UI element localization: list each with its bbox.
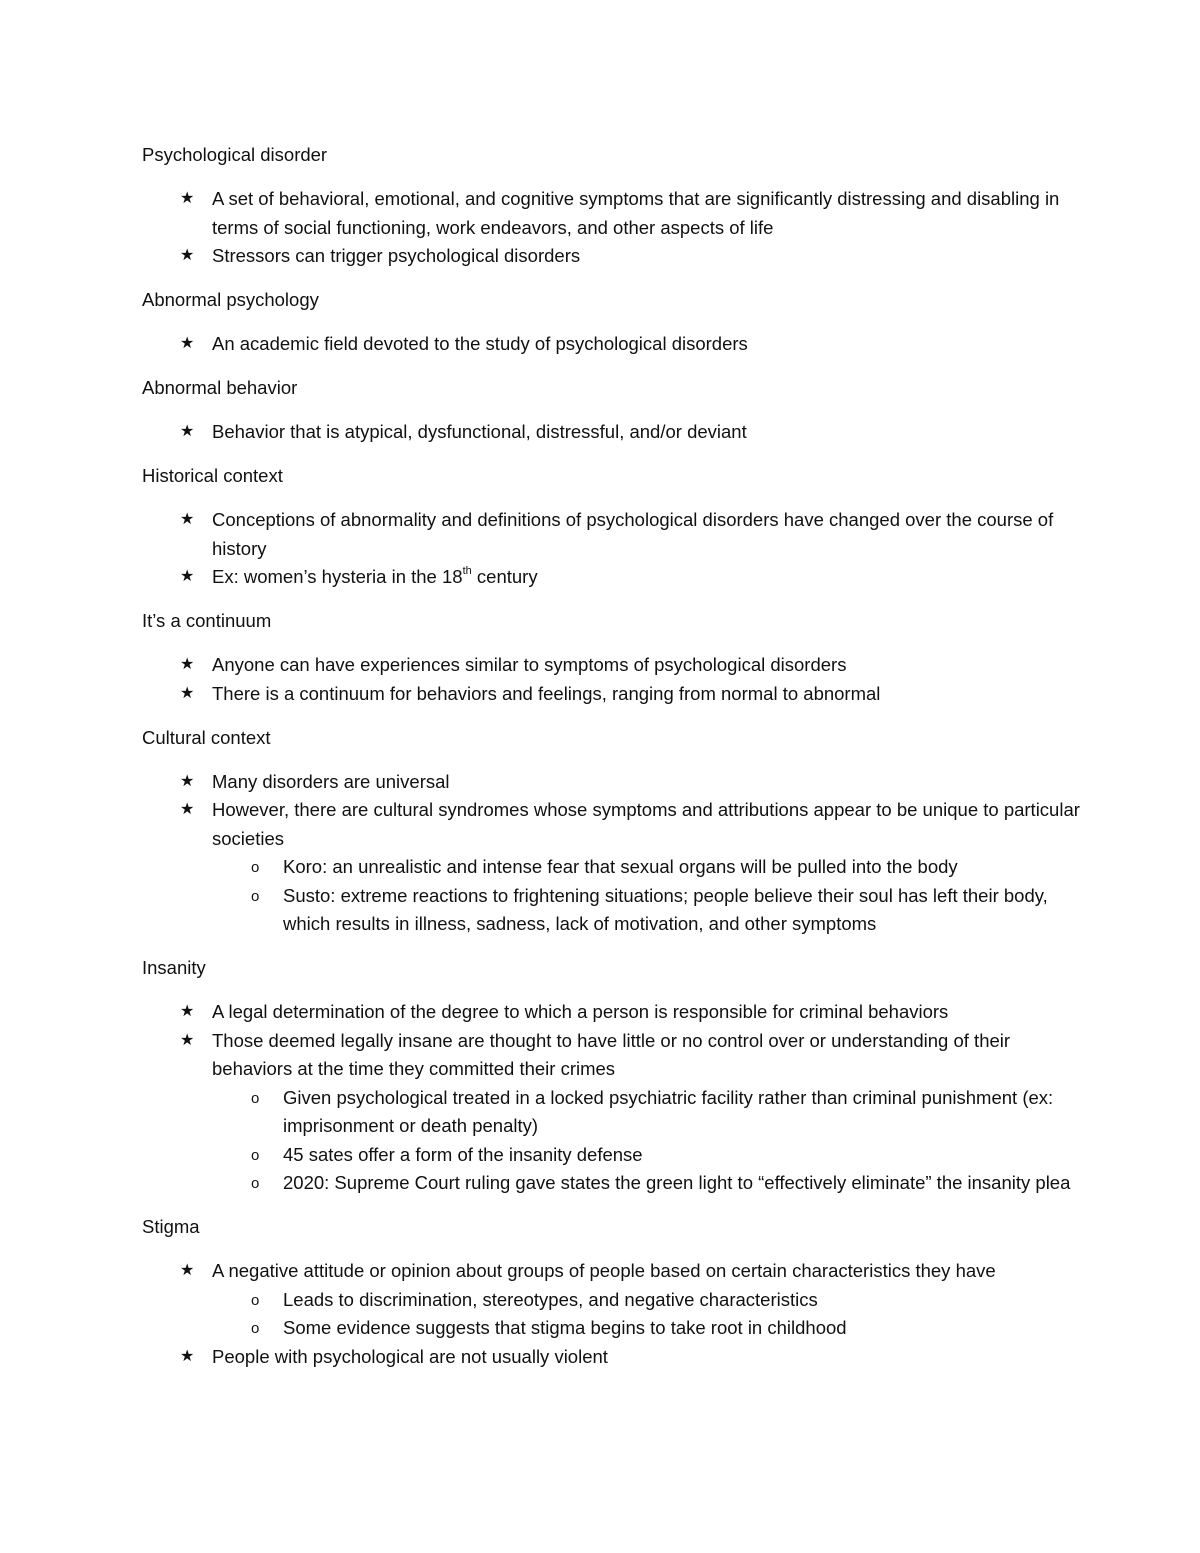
- bullet-list: [142, 1257, 1082, 1371]
- sub-bullet-item: o 2020: Supreme Court ruling gave states the green light to “effectively eliminate” the insanity plea: [142, 1169, 1082, 1198]
- star-bullet-icon: ★: [180, 423, 195, 440]
- star-bullet-icon: ★: [180, 656, 195, 673]
- sub-bullet-list: [212, 1286, 1082, 1343]
- bullet-list: [142, 768, 1082, 939]
- star-bullet-icon: ★: [180, 684, 195, 702]
- section-heading: Historical context: [142, 465, 283, 486]
- bullet-item: ★ Anyone can have experiences similar to symptoms of psychological disorders: [142, 651, 1082, 680]
- superscript-suffix: th: [462, 564, 472, 577]
- bullet-item: ★ A set of behavioral, emotional, and cognitive symptoms that are significantly distressing and disabling in terms of social functioning, work endeavors, and other aspects of life: [142, 185, 1082, 242]
- bullet-item: ★ Those deemed legally insane are thought to have little or no control over or understanding of their behaviors at the time they committed their crimes o Given psychological treated in a locked psychiatric facility rather than criminal punishment (ex: imprisonment or death penalty) o 45 sates offer a form of the insanity defense o 2020: Supreme Court ruling gave states the green light to “effectively eliminate” the insanity plea: [142, 1027, 1082, 1198]
- star-bullet-icon: ★: [180, 1003, 195, 1020]
- sub-bullet-item: o Some evidence suggests that stigma begins to take root in childhood: [142, 1314, 1082, 1343]
- bullet-item: ★ However, there are cultural syndromes whose symptoms and attributions appear to be unique to particular societies o Koro: an unrealistic and intense fear that sexual organs will be pulled into the body o Susto: extreme reactions to frightening situations; people believe their soul has left their body, which results in illness, sadness, lack of motivation, and other symptoms: [142, 796, 1082, 939]
- bullet-list: [142, 330, 1082, 359]
- star-bullet-icon: ★: [180, 801, 195, 818]
- circle-bullet-icon: o: [251, 1089, 260, 1107]
- circle-bullet-icon: o: [251, 859, 260, 876]
- section-heading: Insanity: [142, 957, 206, 978]
- bullet-item: ★ Conceptions of abnormality and definitions of psychological disorders have changed over the course of history: [142, 506, 1082, 563]
- star-bullet-icon: ★: [180, 247, 195, 264]
- bullet-item: ★ People with psychological are not usually violent: [142, 1343, 1082, 1372]
- sub-bullet-list: [212, 1084, 1082, 1198]
- bullet-item: ★ A negative attitude or opinion about groups of people based on certain characteristics they have o Leads to discrimination, stereotypes, and negative characteristics o Some evidence suggests that stigma begins to take root in childhood: [142, 1257, 1082, 1343]
- section-heading: It’s a continuum: [142, 610, 272, 631]
- section-heading: Cultural context: [142, 726, 271, 748]
- bullet-item: ★ Stressors can trigger psychological disorders: [142, 242, 1082, 271]
- bullet-item: ★ Behavior that is atypical, dysfunctional, distressful, and/or deviant: [142, 418, 1082, 447]
- star-bullet-icon: ★: [180, 1262, 195, 1279]
- section-heading: Psychological disorder: [142, 144, 328, 165]
- bullet-item: ★ An academic field devoted to the study of psychological disorders: [142, 330, 1082, 359]
- circle-bullet-icon: o: [251, 1175, 260, 1192]
- star-bullet-icon: ★: [180, 772, 195, 790]
- section-heading: Stigma: [142, 1216, 200, 1237]
- sub-bullet-list: [212, 853, 1082, 939]
- circle-bullet-icon: o: [251, 887, 260, 905]
- star-bullet-icon: ★: [180, 335, 195, 352]
- star-bullet-icon: ★: [180, 1031, 195, 1049]
- bullet-item: ★ Ex: women’s hysteria in the 18th century: [142, 563, 1082, 592]
- sub-bullet-item: o 45 sates offer a form of the insanity defense: [142, 1141, 1082, 1170]
- star-bullet-icon: ★: [180, 190, 195, 207]
- circle-bullet-icon: o: [251, 1320, 260, 1337]
- sub-bullet-item: o Leads to discrimination, stereotypes, and negative characteristics: [142, 1286, 1082, 1315]
- star-bullet-icon: ★: [180, 511, 195, 528]
- star-bullet-icon: ★: [180, 1347, 195, 1365]
- bullet-list: [142, 185, 1082, 271]
- bullet-list: [142, 998, 1082, 1198]
- star-bullet-icon: ★: [180, 568, 195, 585]
- sub-bullet-item: o Given psychological treated in a locked psychiatric facility rather than criminal punishment (ex: imprisonment or death penalty): [142, 1084, 1082, 1141]
- bullet-list: [142, 418, 1082, 447]
- section-heading: Abnormal psychology: [142, 289, 319, 310]
- bullet-item: ★ There is a continuum for behaviors and feelings, ranging from normal to abnormal: [142, 680, 1082, 709]
- circle-bullet-icon: o: [251, 1291, 260, 1309]
- bullet-list: [142, 651, 1082, 708]
- circle-bullet-icon: o: [251, 1146, 260, 1164]
- bullet-item: ★ A legal determination of the degree to which a person is responsible for criminal behaviors: [142, 998, 1082, 1027]
- bullet-item: ★ Many disorders are universal: [142, 768, 1082, 797]
- section-heading: Abnormal behavior: [142, 377, 298, 398]
- document-page: [142, 141, 1082, 1387]
- bullet-list: [142, 506, 1082, 592]
- sub-bullet-item: o Susto: extreme reactions to frightening situations; people believe their soul has left their body, which results in illness, sadness, lack of motivation, and other symptoms: [142, 882, 1082, 939]
- sub-bullet-item: o Koro: an unrealistic and intense fear that sexual organs will be pulled into the body: [142, 853, 1082, 882]
